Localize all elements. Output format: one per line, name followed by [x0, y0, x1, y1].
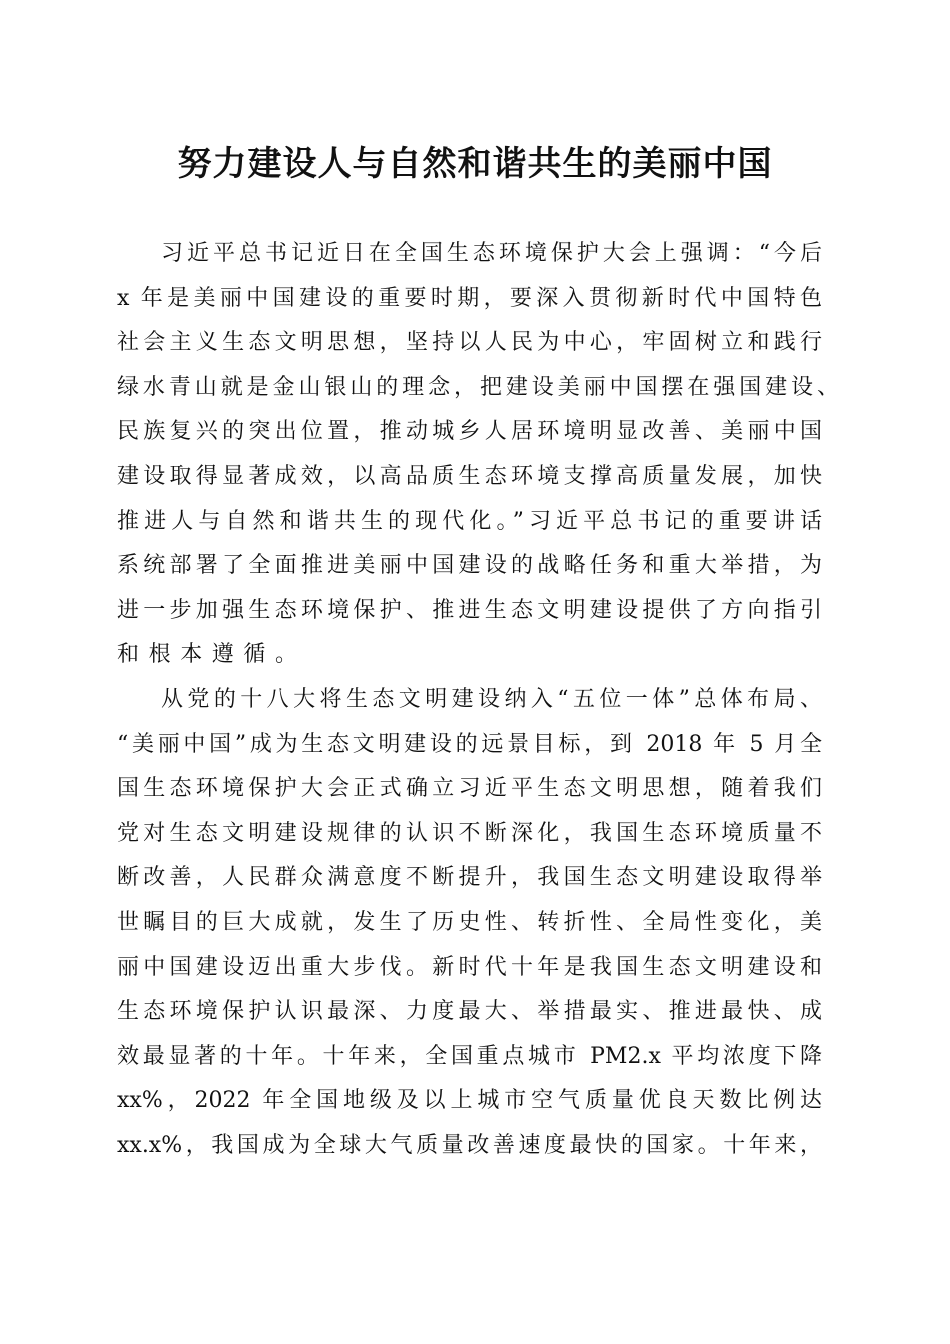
text-line: 国生态环境保护大会正式确立习近平生态文明思想，随着我们	[117, 776, 822, 802]
text-line: xx%，2022 年全国地级及以上城市空气质量优良天数比例达	[117, 1088, 822, 1114]
text-line: “美丽中国”成为生态文明建设的远景目标，到 2018 年 5 月全	[117, 731, 822, 757]
text-line: 丽中国建设迈出重大步伐。新时代十年是我国生态文明建设和	[117, 954, 822, 980]
text-line: 系统部署了全面推进美丽中国建设的战略任务和重大举措，为	[117, 553, 822, 579]
text-line: 世瞩目的巨大成就，发生了历史性、转折性、全局性变化，美	[117, 909, 822, 935]
document-title: 努力建设人与自然和谐共生的美丽中国	[177, 144, 773, 184]
text-line: 效最显著的十年。十年来，全国重点城市 PM2.x 平均浓度下降	[117, 1043, 822, 1069]
text-line: xx.x%，我国成为全球大气质量改善速度最快的国家。十年来，	[117, 1132, 822, 1158]
text-line: 推进人与自然和谐共生的现代化。”习近平总书记的重要讲话	[117, 508, 822, 534]
text-line: 和根本遵循。	[117, 642, 307, 668]
text-line: 进一步加强生态环境保护、推进生态文明建设提供了方向指引	[117, 597, 822, 623]
text-line: 生态环境保护认识最深、力度最大、举措最实、推进最快、成	[117, 999, 822, 1025]
text-line: 民族复兴的突出位置，推动城乡人居环境明显改善、美丽中国	[117, 419, 822, 445]
text-line: 断改善，人民群众满意度不断提升，我国生态文明建设取得举	[117, 865, 822, 891]
text-line: 社会主义生态文明思想，坚持以人民为中心，牢固树立和践行	[117, 330, 822, 356]
text-line: 绿水青山就是金山银山的理念，把建设美丽中国摆在强国建设、	[117, 374, 839, 400]
text-line: 从党的十八大将生态文明建设纳入“五位一体”总体布局、	[161, 686, 822, 712]
paragraph-2	[117, 678, 822, 1169]
paragraph-1	[117, 232, 839, 678]
text-line: x 年是美丽中国建设的重要时期，要深入贯彻新时代中国特色	[117, 285, 822, 311]
document-body	[117, 232, 839, 1168]
text-line: 建设取得显著成效，以高品质生态环境支撑高质量发展，加快	[117, 463, 822, 489]
text-line: 习近平总书记近日在全国生态环境保护大会上强调：“今后	[161, 241, 822, 266]
text-line: 党对生态文明建设规律的认识不断深化，我国生态环境质量不	[117, 820, 822, 846]
